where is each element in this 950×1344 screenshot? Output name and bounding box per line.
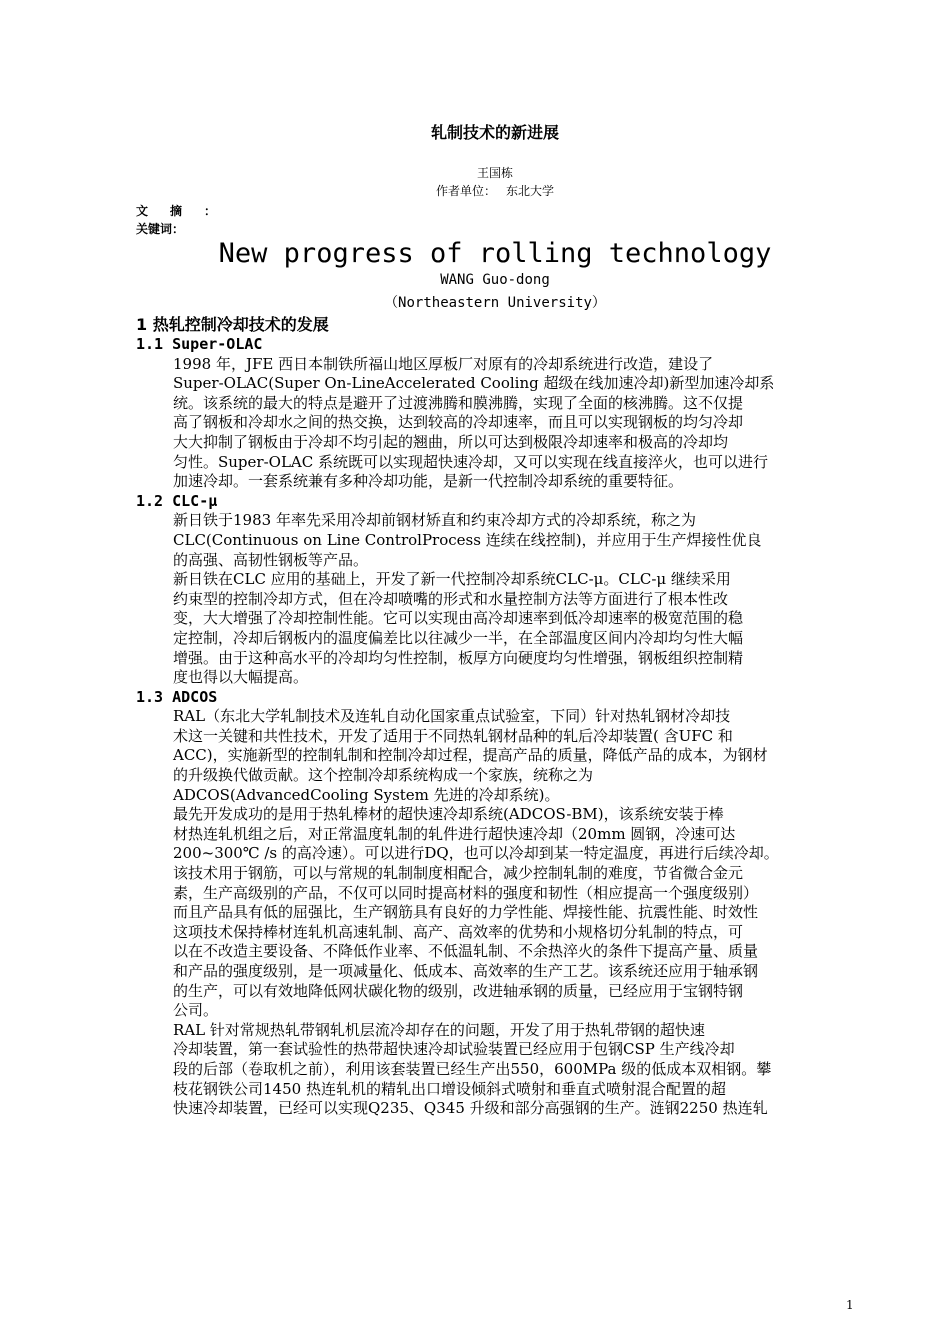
- paragraph: [136, 1021, 858, 1119]
- paragraph-line: 快速冷却装置，已经可以实现Q235、Q345 升级和部分高强钢的生产。涟钢2250 热连轧: [173, 1099, 768, 1118]
- paragraph-line: 而且产品具有低的屈强比，生产钢筋具有良好的力学性能、焊接性能、抗震性能、时效性: [173, 903, 759, 922]
- paragraph-line: 冷却装置，第一套试验性的热带超快速冷却试验装置已经应用于包钢CSP 生产线冷却: [173, 1040, 735, 1059]
- paragraph: [136, 805, 858, 1021]
- paragraph-line: ADCOS(AdvancedCooling System 先进的冷却系统)。: [173, 785, 560, 804]
- paragraph-line: Super-OLAC(Super On-LineAccelerated Cooling 超级在线加速冷却)新型加速冷却系: [173, 374, 775, 393]
- paragraph: [136, 707, 858, 805]
- paragraph-line: 匀性。Super-OLAC 系统既可以实现超快速冷却，又可以实现在线直接淬火，也可以进行: [173, 452, 768, 471]
- paragraph-line: 这项技术保持棒材连轧机高速轧制、高产、高效率的优势和小规格切分轧制的特点，可: [173, 922, 744, 941]
- paragraph-line: 新日铁在CLC 应用的基础上，开发了新一代控制冷却系统CLC-μ。CLC-μ 继续采用: [173, 570, 731, 589]
- paragraph-line: 200~300℃ /s 的高冷速）。可以进行DQ，也可以冷却到某一特定温度，再进行后续冷却。: [173, 844, 779, 863]
- paragraph-line: 大大抑制了钢板由于冷却不均引起的翘曲，所以可达到极限冷却速率和极高的冷却均: [173, 432, 729, 451]
- paragraph: [136, 355, 858, 492]
- section-1-3-heading: 1.3 ADCOS: [136, 687, 218, 706]
- paragraph: [136, 511, 858, 570]
- paragraph-line: 材热连轧机组之后，对正常温度轧制的轧件进行超快速冷却（20mm 圆钢，冷速可达: [173, 824, 736, 843]
- paragraph-line: 定控制，冷却后钢板内的温度偏差比以往减少一半，在全部温度区间内冷却均匀性大幅: [173, 628, 744, 647]
- paragraph-line: 的高强、高韧性钢板等产品。: [173, 550, 369, 569]
- affiliation-value: 东北大学: [506, 184, 555, 198]
- paragraph-line: RAL（东北大学轧制技术及连轧自动化国家重点试验室，下同）针对热轧钢材冷却技: [173, 707, 731, 726]
- paragraph-line: 的升级换代做贡献。这个控制冷却系统构成一个家族，统称之为: [173, 766, 594, 785]
- abstract-label: 文摘：: [136, 204, 239, 218]
- paragraph-line: 变，大大增强了冷却控制性能。它可以实现由高冷却速率到低冷却速率的极宽范围的稳: [173, 609, 744, 628]
- paragraph-line: 公司。: [173, 1001, 219, 1020]
- paragraph-line: 术这一关键和共性技术，开发了适用于不同热轧钢材品种的轧后冷却装置( 含UFC 和: [173, 726, 733, 745]
- english-author: WANG Guo-dong: [440, 272, 550, 288]
- section-1-heading: 1 热轧控制冷却技术的发展: [136, 315, 329, 334]
- affiliation-label: 作者单位：: [435, 184, 496, 198]
- paragraph-line: 加速冷却。一套系统兼有多种冷却功能，是新一代控制冷却系统的重要特征。: [173, 472, 684, 491]
- section-1-2-heading: 1.2 CLC-μ: [136, 491, 218, 510]
- paragraph-line: ACC)，实施新型的控制轧制和控制冷却过程，提高产品的质量，降低产品的成本，为钢材: [173, 746, 768, 765]
- paragraph-line: 该技术用于钢筋，可以与常规的轧制制度相配合，减少控制轧制的难度，节省微合金元: [173, 864, 744, 883]
- paragraph-line: 1998 年，JFE 西日本制铁所福山地区厚板厂对原有的冷却系统进行改造，建设了: [173, 354, 714, 373]
- paragraph-line: 的生产，可以有效地降低网状碳化物的级别，改进轴承钢的质量，已经应用于宝钢特钢: [173, 981, 744, 1000]
- paragraph-line: 约束型的控制冷却方式，但在冷却喷嘴的形式和水量控制方法等方面进行了根本性改: [173, 589, 729, 608]
- document-title: 轧制技术的新进展: [430, 123, 559, 142]
- english-title: New progress of rolling technology: [218, 238, 772, 269]
- page-number: 1: [846, 1298, 854, 1312]
- paragraph-line: 统。该系统的最大的特点是避开了过渡沸腾和膜沸腾，实现了全面的核沸腾。这不仅提: [173, 393, 744, 412]
- paragraph-line: 和产品的强度级别，是一项减量化、低成本、高效率的生产工艺。该系统还应用于轴承钢: [173, 962, 759, 980]
- body-text: [136, 314, 858, 1119]
- paragraph-line: 最先开发成功的是用于热轧棒材的超快速冷却系统(ADCOS-BM)，该系统安装于棒: [173, 805, 724, 824]
- keywords-label: 关键词：: [136, 222, 185, 236]
- paragraph-line: CLC(Continuous on Line ControlProcess 连续在线控制)，并应用于生产焊接性优良: [173, 530, 762, 549]
- paragraph-line: 增强。由于这种高水平的冷却均匀性控制，板厚方向硬度均匀性增强，钢板组织控制精: [173, 648, 744, 667]
- author-affiliation: [0, 182, 950, 199]
- english-affiliation: （Northeastern University）: [384, 295, 606, 311]
- author-name: 王国栋: [476, 166, 513, 180]
- paragraph-line: 素，生产高级别的产品，不仅可以同时提高材料的强度和韧性（相应提高一个强度级别）: [173, 883, 759, 902]
- paragraph-line: 段的后部（卷取机之前），利用该套装置已经生产出550，600MPa 级的低成本双相钢。攀: [173, 1059, 772, 1078]
- paragraph-line: 以在不改造主要设备、不降低作业率、不低温轧制、不余热淬火的条件下提高产量、质量: [173, 942, 759, 961]
- paragraph-line: 度也得以大幅提高。: [173, 668, 309, 687]
- paragraph-line: 高了钢板和冷却水之间的热交换，达到较高的冷却速率，而且可以实现钢板的均匀冷却: [173, 413, 744, 432]
- paragraph-line: 枝花钢铁公司1450 热连轧机的精轧出口增设倾斜式喷射和垂直式喷射混合配置的超: [173, 1079, 726, 1098]
- section-1-1-heading: 1.1 Super-OLAC: [136, 335, 263, 353]
- paragraph-line: 新日铁于1983 年率先采用冷却前钢材矫直和约束冷却方式的冷却系统，称之为: [173, 511, 696, 530]
- paragraph: [136, 570, 858, 688]
- paragraph-line: RAL 针对常规热轧带钢轧机层流冷却存在的问题，开发了用于热轧带钢的超快速: [173, 1020, 705, 1039]
